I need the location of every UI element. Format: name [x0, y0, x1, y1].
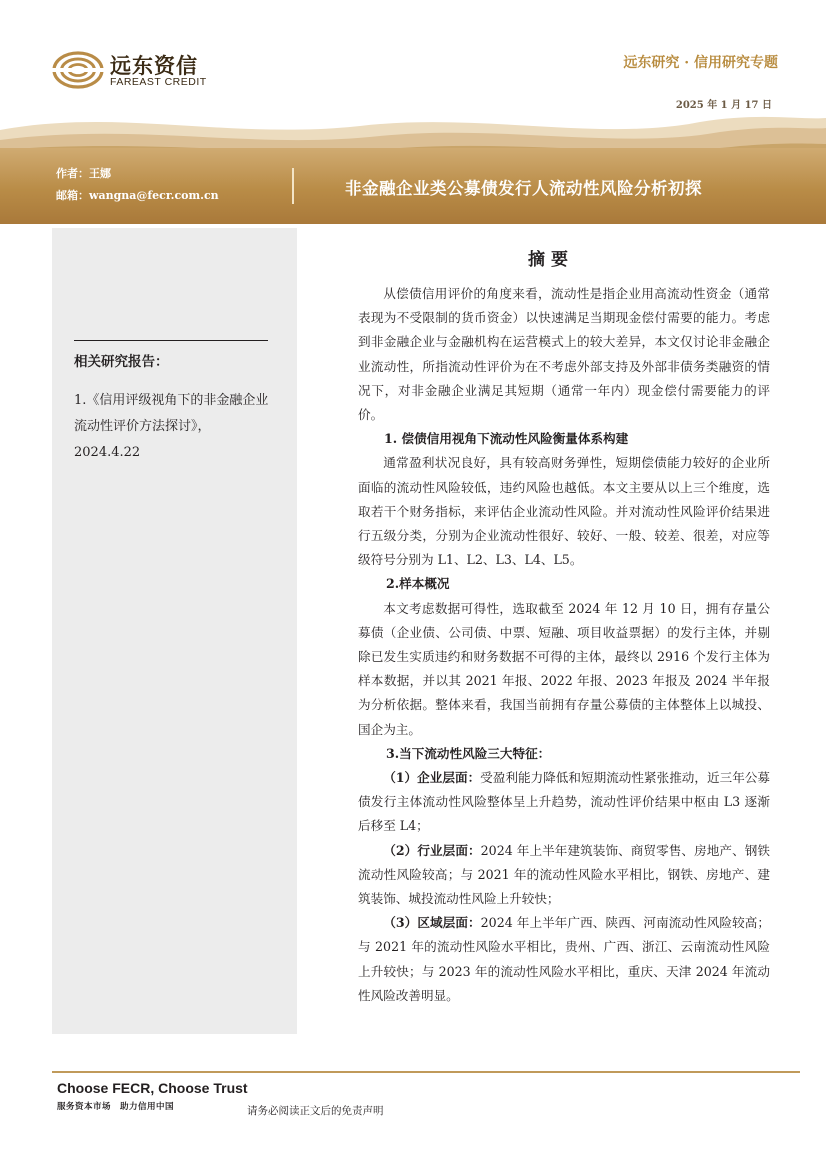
- author-line: 作者：王娜: [56, 167, 111, 180]
- abstract-paragraph: 本文考虑数据可得性，选取截至 2024 年 12 月 10 日，拥有存量公募债（企业债、公司债、中票、短融、项目收益票据）的发行主体，并剔除已发生实质违约和财务数据不可得的主体，最终以 2916 个发行主体为样本数据，并以其 2021 年报、2022 年报、2023 年报及 2024 半年报为分析依据。整体来看，我国当前拥有存量公募债的主体整体上以城投、国企为主。: [358, 600, 770, 737]
- abstract-paragraph: 从偿债信用评价的角度来看，流动性是指企业用高流动性资金（通常表现为不受限制的货币资金）以快速满足当期现金偿付需要的能力。考虑到非金融企业与金融机构在运营模式上的较大差异，本文仅讨论非金融企业流动性，所指流动性评价为在不考虑外部支持及外部非债务类融资的情况下，对非金融企业满足其短期（通常一年内）现金偿付需要能力的评价。: [358, 286, 770, 423]
- document-title: 非金融企业类公募债发行人流动性风险分析初探: [345, 179, 702, 198]
- footer-rule: [52, 1071, 800, 1073]
- abstract-paragraph: 通常盈利状况良好，具有较高财务弹性，短期偿债能力较好的企业所面临的流动性风险较低，违约风险也越低。本文主要从以上三个维度，选取若干个财务指标，来评估企业流动性风险。并对流动性风险评价结果进行五级分类，分别为企业流动性很好、较好、一般、较差、很差，对应等级符号分别为 L1、L2、L3、L4、L5。: [358, 455, 770, 568]
- sidebar-rule: [74, 340, 268, 341]
- company-logo: [52, 48, 212, 92]
- report-series: 远东研究 · 信用研究专题: [623, 55, 778, 71]
- related-reports-heading: 相关研究报告：: [74, 354, 169, 370]
- related-report-item: 1.《信用评级视角下的非金融企业流动性评价方法探讨》，2024.4.22: [74, 393, 269, 460]
- report-date: 2025 年 1 月 17 日: [675, 100, 772, 111]
- feature-item: [358, 839, 770, 912]
- feature-text: 2024 年上半年广西、陕西、河南流动性风险较高；与 2021 年的流动性风险水平相比，贵州、广西、浙江、云南流动性风险上升较快；与 2023 年的流动性风险水平相比，重庆、天津 2024 年流动性风险改善明显。: [358, 915, 770, 1003]
- band-divider: [292, 168, 294, 204]
- abstract-title: 摘要: [528, 250, 574, 270]
- abstract-body: [358, 282, 770, 1008]
- feature-item: [358, 911, 770, 1008]
- feature-label: （1）企业层面：: [383, 770, 481, 786]
- footer-disclaimer: 请务必阅读正文后的免责声明: [247, 1105, 384, 1117]
- sidebar-panel: [52, 228, 297, 1034]
- author-email: 邮箱：wangna@fecr.com.cn: [56, 189, 219, 202]
- section-heading: 1. 偿债信用视角下流动性风险衡量体系构建: [384, 431, 629, 447]
- feature-text: 受盈利能力降低和短期流动性紧张推动，近三年公募债发行主体流动性风险整体呈上升趋势，流动性评价结果中枢由 L3 逐渐后移至 L4；: [358, 770, 770, 834]
- logo-english-name: FAREAST CREDIT: [110, 76, 207, 88]
- footer-slogan: Choose FECR, Choose Trust: [57, 1080, 248, 1096]
- footer-tagline: 服务资本市场 助力信用中国: [57, 1102, 175, 1112]
- logo-chinese-name: 远东资信: [110, 54, 198, 78]
- feature-item: [358, 766, 770, 839]
- feature-text: 2024 年上半年建筑装饰、商贸零售、房地产、钢铁流动性风险较高；与 2021 年的流动性风险水平相比，钢铁、房地产、建筑装饰、城投流动性风险上升较快；: [358, 842, 770, 907]
- feature-label: （2）行业层面：: [383, 842, 481, 858]
- section-heading: 3.当下流动性风险三大特征：: [386, 745, 551, 761]
- fareast-logo-icon: [52, 50, 104, 90]
- section-heading: 2.样本概况: [386, 576, 450, 592]
- feature-label: （3）区域层面：: [383, 915, 481, 931]
